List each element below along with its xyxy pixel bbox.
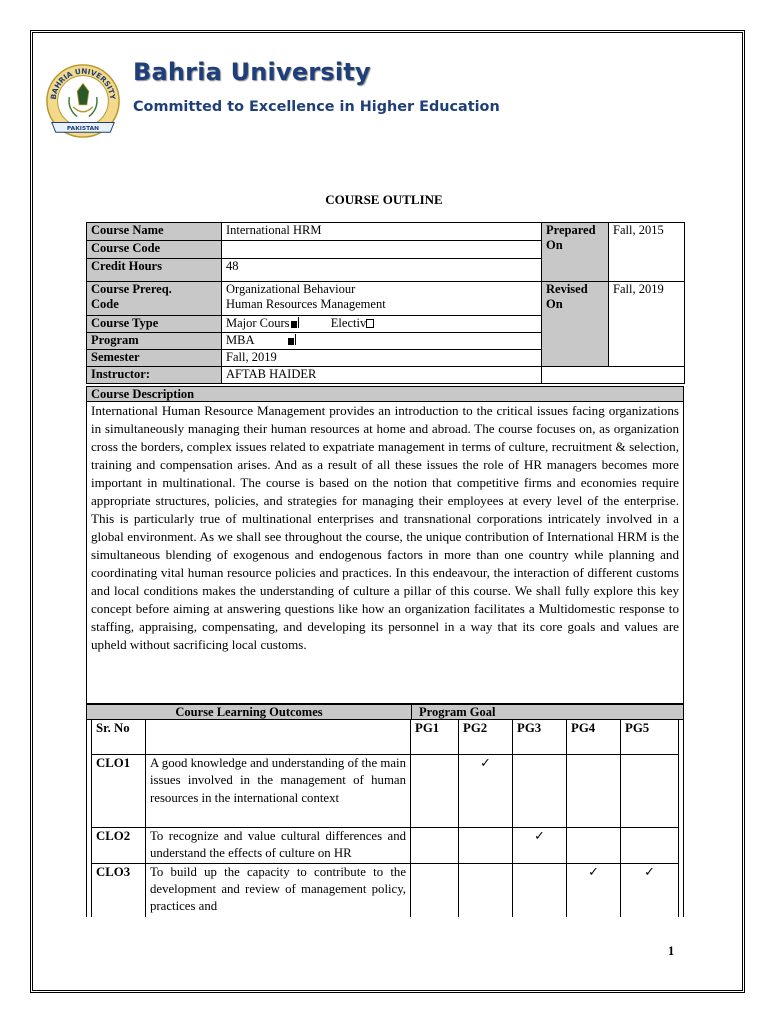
prereq-label: Course Prereq. Code — [87, 282, 222, 316]
svg-text:BAHRIA UNIVERSITY: BAHRIA UNIVERSITY — [48, 66, 118, 101]
course-type-value — [222, 316, 542, 333]
course-description-heading: Course Description — [86, 386, 684, 402]
revised-on-label: Revised On — [542, 282, 609, 367]
pg-empty-cell — [459, 863, 513, 917]
semester-label: Semester — [87, 350, 222, 367]
pg-empty-cell — [621, 755, 679, 828]
major-checkbox-checked[interactable] — [291, 321, 297, 328]
prepared-on-value: Fall, 2015 — [609, 223, 685, 282]
revised-on-value: Fall, 2019 — [609, 282, 685, 367]
page-number: 1 — [668, 944, 675, 958]
prepared-on-label: Prepared On — [542, 223, 609, 282]
university-seal-logo — [44, 62, 122, 140]
svg-text:PAKISTAN: PAKISTAN — [66, 126, 100, 133]
pg-empty-cell — [567, 828, 621, 864]
semester-value: Fall, 2019 — [222, 350, 542, 367]
course-description-box — [86, 401, 684, 704]
pg-empty-cell — [621, 828, 679, 864]
sr-no-header: Sr. No — [92, 720, 146, 755]
pg-header: PG5 — [621, 720, 679, 755]
clo-text: To recognize and value cultural differences and understand the effects of culture on HR — [146, 828, 411, 864]
pg-empty-cell — [513, 863, 567, 917]
pg-empty-cell — [411, 828, 459, 864]
course-type-label: Course Type — [87, 316, 222, 333]
course-name-value: International HRM — [222, 223, 542, 241]
clo-description-header — [146, 720, 411, 755]
instructor-blank-cell — [542, 367, 685, 384]
pg-header: PG1 — [411, 720, 459, 755]
check-mark-icon: ✓ — [567, 863, 621, 917]
pg-header: PG4 — [567, 720, 621, 755]
clo-text: To build up the capacity to contribute to the development and review of management policy, practices and — [146, 863, 411, 917]
elective-checkbox-unchecked[interactable] — [366, 319, 374, 328]
course-code-value — [222, 241, 542, 259]
clo-id: CLO1 — [92, 755, 146, 828]
clo-heading-bar — [86, 704, 684, 720]
course-info-table — [86, 222, 685, 384]
course-name-label: Course Name — [87, 223, 222, 241]
credit-hours-label: Credit Hours — [87, 259, 222, 282]
course-description-text: International Human Resource Management provides an introduction to the critical issues facing organizations in simultaneously managing their human resources at home and abroad. The course focuses on, as organization cross the borders, complex issues related to expatriate management in terms of culture, recruitment & selection, training and compensation arises. And as a result of all these issues the role of HR managers becomes more important in multinational. The course is based on the notion that competitive firms and economies require appropriate structures, policies, and strategies for managing their employees at every level of the enterprise. This is particularly true of multinational enterprises and transnational corporations intricately involved in a global environment. As we shall see throughout the course, the unique contribution of International HRM is the simultaneous blending of exogenous and endogenous factors in more than one country while planning and coordinating vital human resource policies and practices. In this endeavour, the interaction of different customs and local conditions makes the understanding of culture a pillar of this course. We shall fully explore this key concept before aiming at answering questions like how an organization facilitates a Multidomestic response to staffing, appraising, compensating, and developing its personnel in a way that its core goals and values are upheld without sacrificing local customs. — [91, 403, 679, 652]
clo-id: CLO2 — [92, 828, 146, 864]
check-mark-icon: ✓ — [513, 828, 567, 864]
clo-heading: Course Learning Outcomes — [87, 705, 412, 719]
program-goal-heading: Program Goal — [419, 705, 496, 719]
program-marker-icon — [288, 338, 294, 345]
clo-table-container — [86, 719, 684, 917]
clo-id: CLO3 — [92, 863, 146, 917]
course-type-major: Major Cours — [226, 316, 290, 330]
document-title: COURSE OUTLINE — [325, 192, 443, 207]
clo-row — [92, 828, 679, 864]
program-value: MBA — [222, 333, 542, 350]
prereq-value: Organizational Behaviour Human Resources Management — [222, 282, 542, 316]
pg-header: PG2 — [459, 720, 513, 755]
check-mark-icon: ✓ — [621, 863, 679, 917]
clo-row — [92, 755, 679, 828]
check-mark-icon: ✓ — [459, 755, 513, 828]
pg-empty-cell — [513, 755, 567, 828]
clo-row — [92, 863, 679, 917]
pg-header: PG3 — [513, 720, 567, 755]
credit-hours-value: 48 — [222, 259, 542, 282]
course-code-label: Course Code — [87, 241, 222, 259]
pg-empty-cell — [411, 755, 459, 828]
university-name: Bahria University — [133, 58, 371, 86]
course-type-elective: Electiv — [330, 316, 367, 330]
pg-empty-cell — [459, 828, 513, 864]
clo-text: A good knowledge and understanding of the main issues involved in the management of human resources in the international context — [146, 755, 411, 828]
clo-table — [91, 719, 679, 917]
university-tagline: Committed to Excellence in Higher Education — [133, 99, 500, 115]
program-label: Program — [87, 333, 222, 350]
instructor-value: AFTAB HAIDER — [222, 367, 542, 384]
instructor-label: Instructor: — [87, 367, 222, 384]
pg-empty-cell — [411, 863, 459, 917]
pg-empty-cell — [567, 755, 621, 828]
